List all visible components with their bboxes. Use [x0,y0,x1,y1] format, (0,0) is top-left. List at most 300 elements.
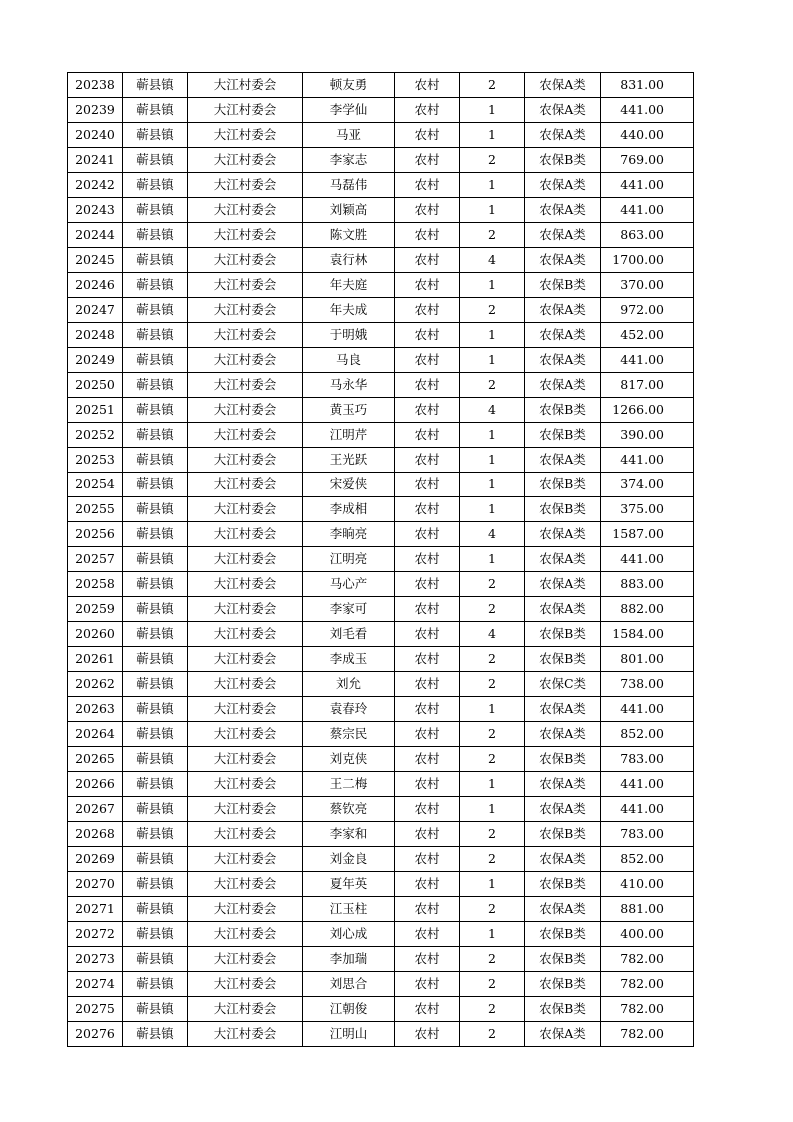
cell-village: 大江村委会 [188,996,303,1021]
cell-count: 2 [460,1021,525,1046]
cell-town: 蕲县镇 [123,822,188,847]
cell-town: 蕲县镇 [123,672,188,697]
cell-village: 大江村委会 [188,747,303,772]
cell-count: 1 [460,97,525,122]
cell-name: 马心产 [303,572,395,597]
cell-area: 农村 [395,272,460,297]
cell-town: 蕲县镇 [123,747,188,772]
cell-count: 4 [460,622,525,647]
cell-id: 20273 [68,946,123,971]
cell-id: 20253 [68,447,123,472]
cell-village: 大江村委会 [188,247,303,272]
cell-amount: 801.00 [601,647,694,672]
cell-count: 1 [460,772,525,797]
cell-id: 20260 [68,622,123,647]
cell-category: 农保B类 [525,921,601,946]
cell-amount: 441.00 [601,547,694,572]
cell-name: 刘毛看 [303,622,395,647]
cell-category: 农保A类 [525,522,601,547]
cell-amount: 817.00 [601,372,694,397]
cell-name: 李家可 [303,597,395,622]
cell-amount: 1587.00 [601,522,694,547]
cell-town: 蕲县镇 [123,522,188,547]
cell-amount: 1584.00 [601,622,694,647]
cell-amount: 375.00 [601,497,694,522]
cell-category: 农保A类 [525,447,601,472]
cell-count: 2 [460,747,525,772]
cell-village: 大江村委会 [188,147,303,172]
cell-village: 大江村委会 [188,397,303,422]
cell-village: 大江村委会 [188,97,303,122]
cell-name: 马永华 [303,372,395,397]
cell-village: 大江村委会 [188,921,303,946]
cell-name: 刘颖高 [303,197,395,222]
cell-village: 大江村委会 [188,222,303,247]
cell-amount: 410.00 [601,872,694,897]
cell-category: 农保B类 [525,822,601,847]
cell-village: 大江村委会 [188,971,303,996]
cell-id: 20268 [68,822,123,847]
cell-name: 刘允 [303,672,395,697]
cell-name: 李成相 [303,497,395,522]
cell-name: 马良 [303,347,395,372]
cell-id: 20255 [68,497,123,522]
table-row [68,921,694,946]
table-row [68,272,694,297]
cell-area: 农村 [395,697,460,722]
table-row [68,222,694,247]
cell-amount: 852.00 [601,722,694,747]
table-row [68,297,694,322]
cell-amount: 738.00 [601,672,694,697]
table-row [68,122,694,147]
cell-count: 1 [460,797,525,822]
table-row [68,322,694,347]
cell-area: 农村 [395,996,460,1021]
cell-count: 1 [460,172,525,197]
cell-name: 顿友勇 [303,73,395,98]
cell-category: 农保A类 [525,347,601,372]
table-row [68,372,694,397]
cell-name: 江明山 [303,1021,395,1046]
cell-town: 蕲县镇 [123,397,188,422]
cell-area: 农村 [395,472,460,497]
cell-category: 农保A类 [525,73,601,98]
cell-amount: 882.00 [601,597,694,622]
cell-count: 1 [460,347,525,372]
cell-village: 大江村委会 [188,622,303,647]
cell-category: 农保A类 [525,722,601,747]
cell-count: 4 [460,522,525,547]
cell-amount: 441.00 [601,772,694,797]
cell-category: 农保B类 [525,422,601,447]
cell-id: 20265 [68,747,123,772]
cell-village: 大江村委会 [188,322,303,347]
table-row [68,747,694,772]
cell-amount: 782.00 [601,1021,694,1046]
cell-count: 2 [460,222,525,247]
cell-count: 2 [460,946,525,971]
cell-amount: 863.00 [601,222,694,247]
cell-category: 农保A类 [525,547,601,572]
cell-town: 蕲县镇 [123,647,188,672]
cell-category: 农保A类 [525,572,601,597]
cell-town: 蕲县镇 [123,772,188,797]
cell-town: 蕲县镇 [123,622,188,647]
data-table [67,72,694,1047]
cell-village: 大江村委会 [188,847,303,872]
cell-village: 大江村委会 [188,497,303,522]
cell-town: 蕲县镇 [123,247,188,272]
cell-category: 农保B类 [525,647,601,672]
cell-name: 江朝俊 [303,996,395,1021]
cell-town: 蕲县镇 [123,597,188,622]
cell-area: 农村 [395,222,460,247]
cell-count: 1 [460,497,525,522]
cell-village: 大江村委会 [188,172,303,197]
table-body [68,73,694,1047]
cell-count: 1 [460,197,525,222]
cell-area: 农村 [395,572,460,597]
cell-town: 蕲县镇 [123,996,188,1021]
table-row [68,597,694,622]
table-row [68,996,694,1021]
cell-count: 2 [460,971,525,996]
cell-category: 农保A类 [525,697,601,722]
cell-area: 农村 [395,622,460,647]
cell-area: 农村 [395,597,460,622]
table-row [68,147,694,172]
cell-amount: 452.00 [601,322,694,347]
cell-area: 农村 [395,946,460,971]
cell-id: 20239 [68,97,123,122]
cell-area: 农村 [395,372,460,397]
cell-category: 农保A类 [525,122,601,147]
cell-category: 农保A类 [525,772,601,797]
table-row [68,472,694,497]
cell-count: 2 [460,372,525,397]
cell-id: 20242 [68,172,123,197]
cell-id: 20266 [68,772,123,797]
cell-area: 农村 [395,97,460,122]
table-row [68,497,694,522]
cell-village: 大江村委会 [188,722,303,747]
cell-name: 于明娥 [303,322,395,347]
table-row [68,447,694,472]
cell-village: 大江村委会 [188,372,303,397]
cell-amount: 782.00 [601,996,694,1021]
cell-area: 农村 [395,497,460,522]
cell-id: 20241 [68,147,123,172]
cell-area: 农村 [395,772,460,797]
cell-category: 农保B类 [525,872,601,897]
cell-name: 王光跃 [303,447,395,472]
cell-village: 大江村委会 [188,647,303,672]
cell-id: 20252 [68,422,123,447]
cell-amount: 972.00 [601,297,694,322]
cell-count: 2 [460,847,525,872]
cell-village: 大江村委会 [188,422,303,447]
cell-category: 农保A类 [525,297,601,322]
cell-category: 农保B类 [525,147,601,172]
cell-amount: 782.00 [601,971,694,996]
table-row [68,946,694,971]
cell-area: 农村 [395,397,460,422]
cell-town: 蕲县镇 [123,272,188,297]
cell-id: 20249 [68,347,123,372]
cell-count: 2 [460,722,525,747]
cell-area: 农村 [395,522,460,547]
cell-area: 农村 [395,672,460,697]
cell-amount: 782.00 [601,946,694,971]
table-row [68,647,694,672]
cell-name: 江玉柱 [303,896,395,921]
cell-name: 蔡宗民 [303,722,395,747]
cell-id: 20254 [68,472,123,497]
cell-amount: 852.00 [601,847,694,872]
cell-count: 2 [460,822,525,847]
cell-id: 20251 [68,397,123,422]
table-row [68,97,694,122]
cell-area: 农村 [395,322,460,347]
cell-town: 蕲县镇 [123,921,188,946]
cell-name: 马磊伟 [303,172,395,197]
cell-count: 1 [460,447,525,472]
cell-id: 20276 [68,1021,123,1046]
cell-category: 农保B类 [525,272,601,297]
cell-town: 蕲县镇 [123,472,188,497]
cell-town: 蕲县镇 [123,797,188,822]
cell-town: 蕲县镇 [123,147,188,172]
cell-category: 农保A类 [525,247,601,272]
cell-town: 蕲县镇 [123,547,188,572]
table-row [68,772,694,797]
cell-area: 农村 [395,797,460,822]
cell-amount: 390.00 [601,422,694,447]
table-row [68,247,694,272]
cell-town: 蕲县镇 [123,946,188,971]
cell-count: 1 [460,322,525,347]
cell-category: 农保B类 [525,747,601,772]
cell-town: 蕲县镇 [123,872,188,897]
cell-id: 20247 [68,297,123,322]
cell-town: 蕲县镇 [123,971,188,996]
cell-area: 农村 [395,647,460,672]
cell-town: 蕲县镇 [123,73,188,98]
cell-name: 王二梅 [303,772,395,797]
cell-count: 2 [460,672,525,697]
cell-area: 农村 [395,822,460,847]
cell-id: 20258 [68,572,123,597]
cell-category: 农保A类 [525,222,601,247]
cell-amount: 783.00 [601,822,694,847]
cell-village: 大江村委会 [188,597,303,622]
table-row [68,847,694,872]
cell-id: 20238 [68,73,123,98]
cell-name: 袁春玲 [303,697,395,722]
table-row [68,822,694,847]
cell-area: 农村 [395,247,460,272]
table-row [68,347,694,372]
table-row [68,672,694,697]
cell-name: 李成玉 [303,647,395,672]
table-row [68,722,694,747]
cell-id: 20263 [68,697,123,722]
cell-area: 农村 [395,722,460,747]
table-row [68,422,694,447]
cell-category: 农保B类 [525,497,601,522]
cell-count: 2 [460,597,525,622]
table-row [68,522,694,547]
cell-count: 2 [460,572,525,597]
cell-amount: 441.00 [601,447,694,472]
cell-village: 大江村委会 [188,772,303,797]
cell-town: 蕲县镇 [123,172,188,197]
cell-name: 马亚 [303,122,395,147]
cell-id: 20264 [68,722,123,747]
cell-category: 农保C类 [525,672,601,697]
cell-category: 农保A类 [525,597,601,622]
cell-amount: 441.00 [601,347,694,372]
cell-count: 1 [460,472,525,497]
cell-category: 农保A类 [525,197,601,222]
cell-count: 1 [460,547,525,572]
cell-area: 农村 [395,1021,460,1046]
cell-town: 蕲县镇 [123,722,188,747]
cell-amount: 783.00 [601,747,694,772]
table-row [68,896,694,921]
cell-village: 大江村委会 [188,896,303,921]
cell-name: 李家和 [303,822,395,847]
table-row [68,872,694,897]
cell-count: 4 [460,397,525,422]
cell-village: 大江村委会 [188,672,303,697]
cell-town: 蕲县镇 [123,1021,188,1046]
cell-id: 20275 [68,996,123,1021]
table-row [68,797,694,822]
cell-category: 农保A类 [525,322,601,347]
cell-area: 农村 [395,971,460,996]
cell-village: 大江村委会 [188,547,303,572]
cell-id: 20271 [68,896,123,921]
cell-amount: 441.00 [601,797,694,822]
cell-id: 20246 [68,272,123,297]
cell-id: 20274 [68,971,123,996]
cell-amount: 441.00 [601,97,694,122]
table-row [68,547,694,572]
table-row [68,1021,694,1046]
cell-category: 农保A类 [525,372,601,397]
cell-village: 大江村委会 [188,122,303,147]
cell-id: 20244 [68,222,123,247]
cell-name: 年夫庭 [303,272,395,297]
cell-area: 农村 [395,122,460,147]
cell-category: 农保A类 [525,172,601,197]
cell-village: 大江村委会 [188,472,303,497]
cell-area: 农村 [395,422,460,447]
cell-id: 20269 [68,847,123,872]
cell-id: 20262 [68,672,123,697]
cell-count: 4 [460,247,525,272]
cell-name: 刘金良 [303,847,395,872]
cell-amount: 441.00 [601,197,694,222]
cell-id: 20259 [68,597,123,622]
cell-count: 2 [460,896,525,921]
cell-amount: 370.00 [601,272,694,297]
cell-village: 大江村委会 [188,197,303,222]
cell-count: 2 [460,147,525,172]
cell-area: 农村 [395,921,460,946]
cell-id: 20245 [68,247,123,272]
cell-town: 蕲县镇 [123,322,188,347]
cell-category: 农保A类 [525,847,601,872]
cell-count: 1 [460,272,525,297]
cell-amount: 374.00 [601,472,694,497]
cell-town: 蕲县镇 [123,572,188,597]
cell-town: 蕲县镇 [123,447,188,472]
cell-name: 刘心成 [303,921,395,946]
cell-count: 1 [460,122,525,147]
cell-id: 20248 [68,322,123,347]
cell-count: 2 [460,297,525,322]
cell-area: 农村 [395,872,460,897]
table-row [68,697,694,722]
cell-name: 宋爱侠 [303,472,395,497]
cell-category: 农保A类 [525,896,601,921]
cell-village: 大江村委会 [188,946,303,971]
cell-count: 2 [460,73,525,98]
table-row [68,971,694,996]
cell-village: 大江村委会 [188,297,303,322]
cell-name: 夏年英 [303,872,395,897]
cell-village: 大江村委会 [188,797,303,822]
cell-category: 农保B类 [525,472,601,497]
cell-id: 20267 [68,797,123,822]
table-row [68,622,694,647]
cell-town: 蕲县镇 [123,372,188,397]
cell-category: 农保B类 [525,996,601,1021]
cell-count: 2 [460,647,525,672]
cell-name: 江明芹 [303,422,395,447]
cell-town: 蕲县镇 [123,847,188,872]
cell-area: 农村 [395,747,460,772]
cell-village: 大江村委会 [188,1021,303,1046]
cell-name: 年夫成 [303,297,395,322]
cell-category: 农保A类 [525,97,601,122]
cell-village: 大江村委会 [188,447,303,472]
cell-amount: 769.00 [601,147,694,172]
document-page [67,72,694,1047]
table-row [68,572,694,597]
cell-town: 蕲县镇 [123,347,188,372]
cell-category: 农保B类 [525,971,601,996]
cell-amount: 881.00 [601,896,694,921]
cell-town: 蕲县镇 [123,197,188,222]
cell-category: 农保B类 [525,397,601,422]
cell-area: 农村 [395,447,460,472]
cell-amount: 831.00 [601,73,694,98]
cell-count: 1 [460,697,525,722]
cell-count: 2 [460,996,525,1021]
table-row [68,197,694,222]
cell-amount: 400.00 [601,921,694,946]
cell-area: 农村 [395,73,460,98]
cell-area: 农村 [395,347,460,372]
cell-name: 李晌亮 [303,522,395,547]
table-row [68,172,694,197]
cell-name: 李家志 [303,147,395,172]
cell-category: 农保A类 [525,1021,601,1046]
